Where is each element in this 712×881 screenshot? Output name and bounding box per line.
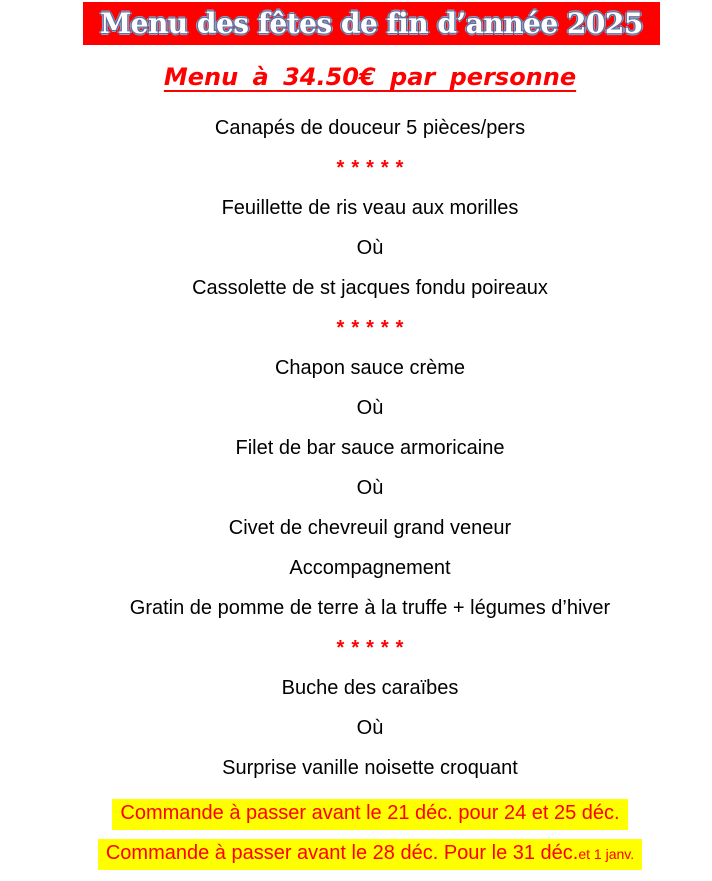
menu-item-filet-de-bar: Filet de bar sauce armoricaine	[235, 436, 505, 459]
document-content	[28, 2, 712, 874]
title-banner	[83, 2, 660, 45]
course-separator: *****	[336, 156, 411, 179]
menu-item-cassolette: Cassolette de st jacques fondu poireaux	[192, 276, 548, 299]
menu-item-canapes: Canapés de douceur 5 pièces/pers	[214, 116, 526, 139]
course-separator: *****	[336, 316, 411, 339]
order-notes	[28, 794, 712, 874]
order-note-2-text: Commande à passer avant le 28 déc. Pour le 31 déc.	[105, 841, 579, 864]
order-note-row	[28, 834, 712, 874]
order-note-1-text: Commande à passer avant le 21 déc. pour 24 et 25 déc.	[120, 801, 620, 824]
menu-item-surprise: Surprise vanille noisette croquant	[222, 756, 518, 779]
or-divider: Où	[356, 236, 384, 259]
course-separator: *****	[336, 636, 411, 659]
price-subtitle: Menu à 34.50€ par personne	[163, 63, 577, 91]
menu-item-chapon: Chapon sauce crème	[274, 356, 466, 379]
price-subtitle-row	[28, 58, 712, 96]
order-note-2-suffix: et 1 janv.	[578, 845, 635, 862]
order-note-row	[28, 794, 712, 834]
accompaniment-label: Accompagnement	[289, 556, 451, 579]
menu-item-feuillette: Feuillette de ris veau aux morilles	[221, 196, 519, 219]
menu-item-civet: Civet de chevreuil grand veneur	[228, 516, 512, 539]
or-divider: Où	[356, 716, 384, 739]
order-note-2	[98, 839, 642, 870]
page-title: Menu des fêtes de fin d’année 2025	[100, 7, 643, 40]
menu-lines	[28, 108, 712, 788]
menu-item-buche: Buche des caraïbes	[281, 676, 459, 699]
menu-item-gratin: Gratin de pomme de terre à la truffe + légumes d’hiver	[129, 596, 611, 619]
order-note-1	[112, 799, 627, 830]
or-divider: Où	[356, 476, 384, 499]
or-divider: Où	[356, 396, 384, 419]
